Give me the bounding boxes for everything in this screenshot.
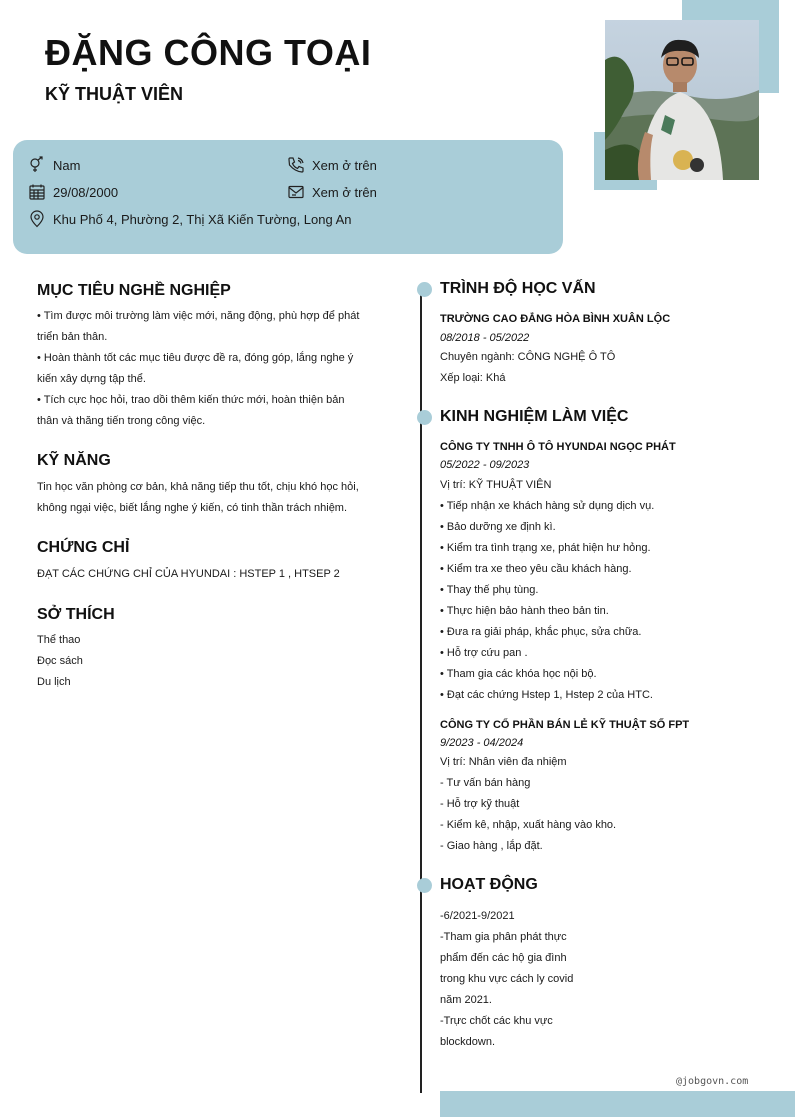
job-line: - Giao hàng , lắp đặt. (440, 840, 543, 852)
job-line: • Đạt các chứng Hstep 1, Hstep 2 của HTC. (440, 689, 653, 701)
hobby-item: Thể thao (37, 634, 81, 646)
objective-title: MỤC TIÊU NGHỀ NGHIỆP (37, 282, 231, 299)
objective-line: kiến xây dựng tập thể. (37, 373, 146, 385)
calendar-icon (28, 183, 46, 201)
phone-value: Xem ở trên (312, 157, 377, 173)
activity-line: -Tham gia phân phát thực (440, 931, 567, 943)
skills-title: KỸ NĂNG (37, 452, 111, 469)
gender-row (28, 155, 80, 175)
address-row (28, 209, 352, 229)
activity-line: phẩm đến các hộ gia đình (440, 952, 567, 964)
education-grade: Xếp loại: Khá (440, 372, 506, 384)
job-line: • Đưa ra giải pháp, khắc phục, sửa chữa. (440, 626, 642, 638)
hobby-item: Du lịch (37, 676, 71, 688)
job-line: • Tiếp nhận xe khách hàng sử dụng dịch vụ. (440, 500, 655, 512)
skills-line: Tin học văn phòng cơ bản, khả năng tiếp thu tốt, chịu khó học hỏi, (37, 481, 359, 493)
activity-line: năm 2021. (440, 994, 492, 1006)
activities-details (440, 906, 740, 1053)
job-line: • Thực hiện bảo hành theo bản tin. (440, 605, 609, 617)
hobby-item: Đọc sách (37, 655, 83, 667)
job-line: • Kiểm tra xe theo yêu cầu khách hàng. (440, 563, 632, 575)
job-line: - Kiểm kê, nhập, xuất hàng vào kho. (440, 819, 617, 831)
education-details (440, 347, 615, 389)
job-details (440, 752, 790, 857)
school-name: TRƯỜNG CAO ĐẲNG HÒA BÌNH XUÂN LỘC (440, 313, 671, 325)
skills-line: không ngại việc, biết lắng nghe ý kiến, có tinh thần trách nhiệm. (37, 502, 348, 514)
candidate-name: ĐẶNG CÔNG TOẠI (45, 32, 372, 73)
job-line: • Bảo dưỡng xe định kì. (440, 521, 556, 533)
objective-text (37, 306, 360, 432)
experience-title: KINH NGHIỆM LÀM VIỆC (440, 408, 629, 425)
activities-title: HOẠT ĐỘNG (440, 876, 538, 893)
education-title: TRÌNH ĐỘ HỌC VẤN (440, 280, 596, 297)
contact-info-box (13, 140, 563, 254)
education-major: Chuyên ngành: CÔNG NGHỆ Ô TÔ (440, 351, 616, 363)
activity-line: -6/2021-9/2021 (440, 910, 515, 922)
job-company: CÔNG TY TNHH Ô TÔ HYUNDAI NGỌC PHÁT (440, 441, 676, 453)
job-line: Vị trí: KỸ THUẬT VIÊN (440, 479, 552, 491)
phone-icon (287, 156, 305, 174)
experience-dot (417, 410, 432, 425)
address-value: Khu Phố 4, Phường 2, Thị Xã Kiến Tường, Long An (53, 211, 352, 227)
activity-line: trong khu vực cách ly covid (440, 973, 574, 985)
mail-icon (287, 183, 305, 201)
hobbies-list (37, 630, 237, 693)
objective-line: thân và thăng tiến trong công việc. (37, 415, 206, 427)
gender-icon (28, 156, 46, 174)
hobbies-title: SỞ THÍCH (37, 606, 115, 623)
job-title: KỸ THUẬT VIÊN (45, 84, 184, 104)
birthdate-row (28, 182, 118, 202)
job-line: • Thay thế phụ tùng. (440, 584, 539, 596)
objective-line: • Hoàn thành tốt các mục tiêu được đề ra, đóng góp, lắng nghe ý (37, 352, 354, 364)
gender-value: Nam (53, 157, 81, 173)
watermark: @jobgovn.com (676, 1076, 749, 1087)
objective-line: • Tích cực học hỏi, trao dồi thêm kiến thức mới, hoàn thiện bản (37, 394, 345, 406)
certificates-title: CHỨNG CHỈ (37, 539, 130, 556)
objective-line: triển bản thân. (37, 331, 108, 343)
phone-row (287, 155, 377, 175)
job-line: Vị trí: Nhân viên đa nhiệm (440, 756, 567, 768)
job-details (440, 475, 790, 706)
job-line: • Tham gia các khóa học nội bộ. (440, 668, 597, 680)
certificates-text: ĐẠT CÁC CHỨNG CHỈ CỦA HYUNDAI : HSTEP 1 , HTSEP 2 (37, 568, 340, 580)
email-value: Xem ở trên (312, 184, 377, 200)
job-line: • Hỗ trợ cứu pan . (440, 647, 528, 659)
email-row (287, 182, 377, 202)
activities-dot (417, 878, 432, 893)
job-period: 9/2023 - 04/2024 (440, 737, 524, 749)
birthdate-value: 29/08/2000 (53, 184, 119, 200)
bottom-accent-bar (440, 1091, 795, 1117)
job-line: - Hỗ trợ kỹ thuật (440, 798, 520, 810)
job-line: - Tư vấn bán hàng (440, 777, 531, 789)
activity-line: blockdown. (440, 1036, 496, 1048)
skills-text (37, 477, 367, 519)
job-company: CÔNG TY CỔ PHẦN BÁN LẺ KỸ THUẬT SỐ FPT (440, 719, 690, 731)
job-period: 05/2022 - 09/2023 (440, 459, 530, 471)
job-line: • Kiểm tra tình trạng xe, phát hiện hư hỏng. (440, 542, 651, 554)
profile-photo (605, 20, 759, 180)
objective-line: • Tìm được môi trường làm việc mới, năng động, phù hợp để phát (37, 310, 360, 322)
education-period: 08/2018 - 05/2022 (440, 332, 530, 344)
location-pin-icon (28, 210, 46, 228)
activity-line: -Trực chốt các khu vực (440, 1015, 553, 1027)
education-dot (417, 282, 432, 297)
